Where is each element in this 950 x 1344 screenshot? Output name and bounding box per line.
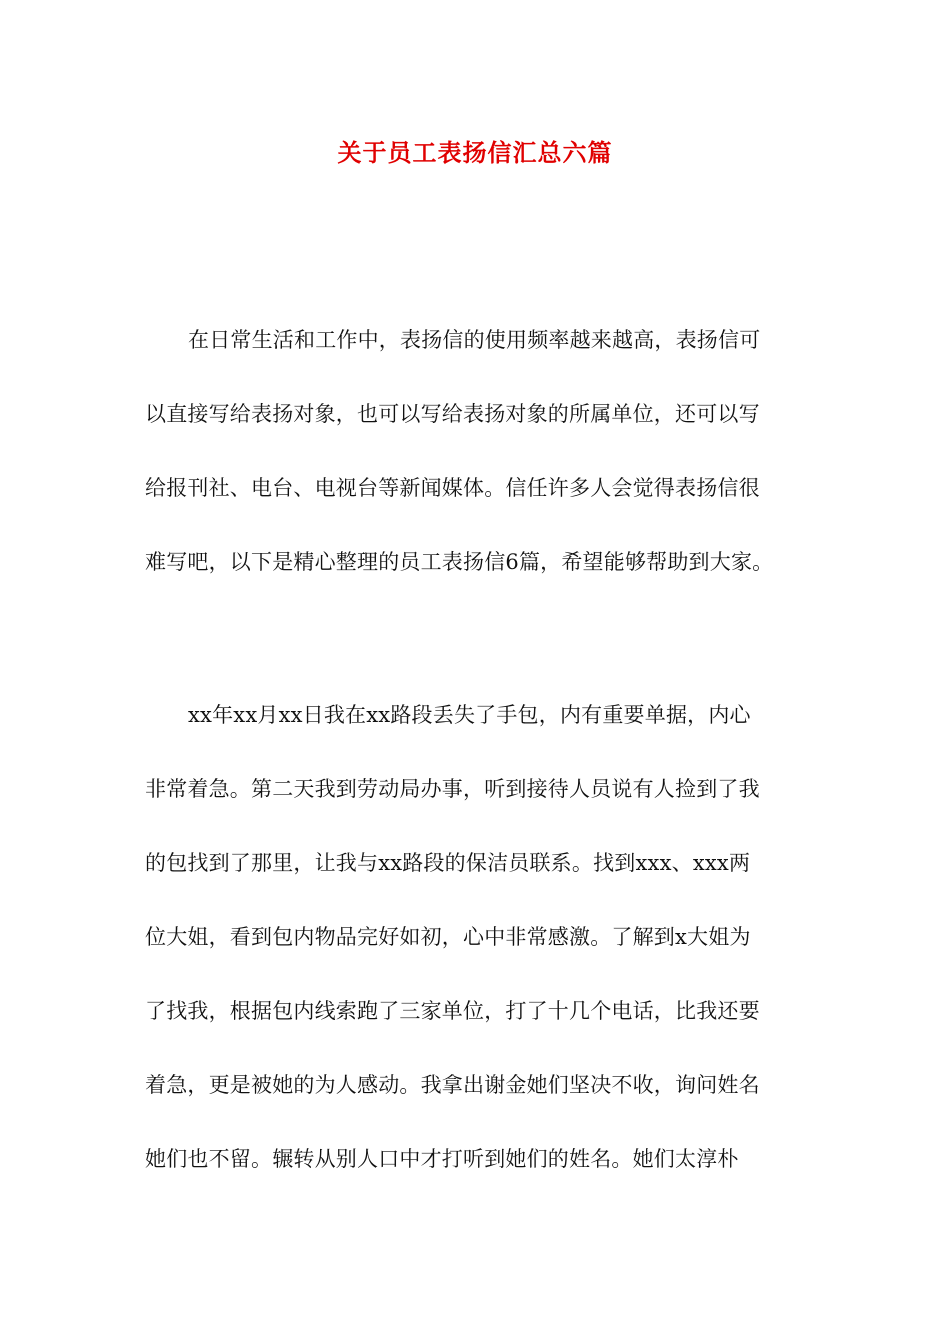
- paragraph-line: 难写吧，以下是精心整理的员工表扬信6篇，希望能够帮助到大家。: [145, 550, 774, 574]
- paragraph-line: 以直接写给表扬对象，也可以写给表扬对象的所属单位，还可以写: [145, 402, 760, 426]
- paragraph-line: 了找我，根据包内线索跑了三家单位，打了十几个电话，比我还要: [145, 999, 760, 1023]
- paragraph-line: xx年xx月xx日我在xx路段丢失了手包，内有重要单据，内心: [188, 703, 751, 727]
- paragraph-line: 位大姐，看到包内物品完好如初，心中非常感激。了解到x大姐为: [145, 925, 751, 949]
- paragraph-line: 在日常生活和工作中，表扬信的使用频率越来越高，表扬信可: [188, 328, 761, 352]
- paragraph-line: 非常着急。第二天我到劳动局办事，听到接待人员说有人捡到了我: [145, 777, 760, 801]
- paragraph-line: 着急，更是被她的为人感动。我拿出谢金她们坚决不收，询问姓名: [145, 1073, 760, 1097]
- document-title: 关于员工表扬信汇总六篇: [337, 138, 613, 167]
- paragraph-line: 给报刊社、电台、电视台等新闻媒体。信任许多人会觉得表扬信很: [145, 476, 760, 500]
- paragraph-line: 她们也不留。辗转从别人口中才打听到她们的姓名。她们太淳朴: [145, 1147, 739, 1171]
- paragraph-line: 的包找到了那里，让我与xx路段的保洁员联系。找到xxx、xxx两: [145, 851, 751, 875]
